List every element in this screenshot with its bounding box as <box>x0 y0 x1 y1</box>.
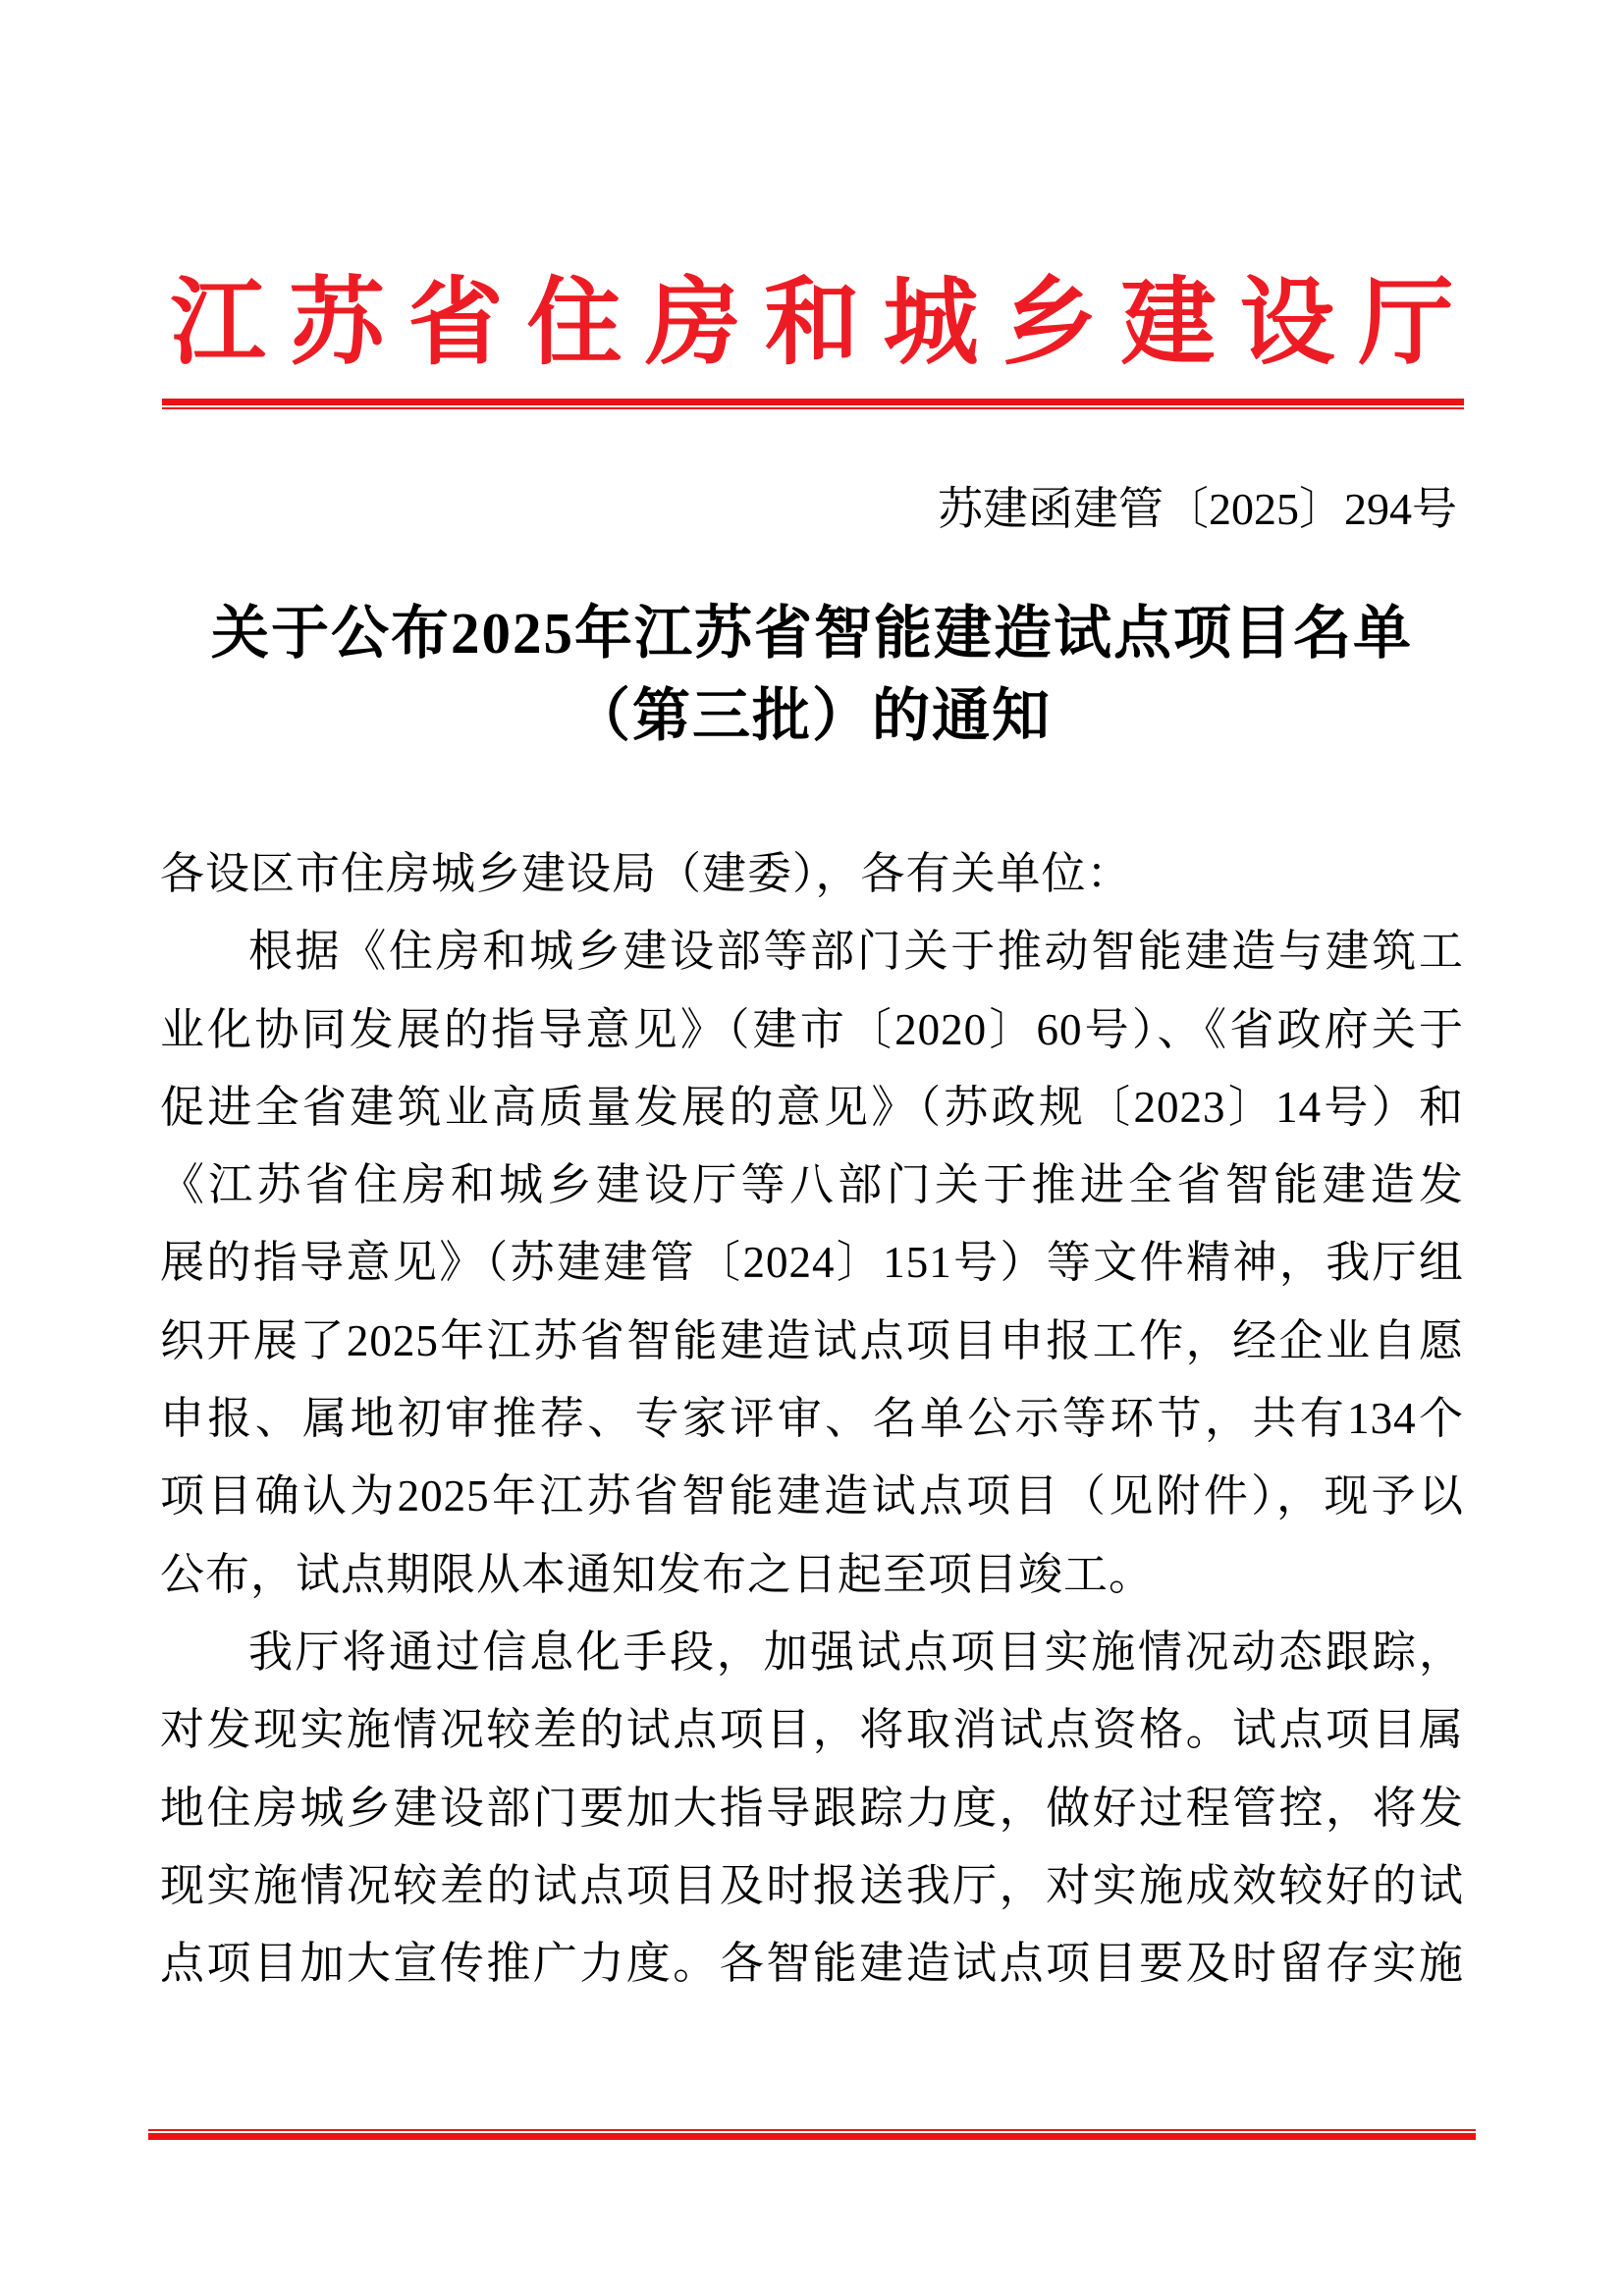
body-line: 促进全省建筑业高质量发展的意见》（苏政规〔2023〕14号）和 <box>160 1082 1464 1132</box>
body-line: 我厅将通过信息化手段，加强试点项目实施情况动态跟踪， <box>248 1627 1464 1677</box>
body-line: 根据《住房和城乡建设部等部门关于推动智能建造与建筑工 <box>248 927 1464 977</box>
document-title <box>0 592 1624 757</box>
footer-red-rule <box>148 2129 1476 2140</box>
body-line-salutation: 各设区市住房城乡建设局（建委），各有关单位： <box>160 849 1132 898</box>
body-line: 对发现实施情况较差的试点项目，将取消试点资格。试点项目属 <box>160 1705 1464 1755</box>
body-line: 地住房城乡建设部门要加大指导跟踪力度，做好过程管控，将发 <box>160 1783 1464 1833</box>
body-line: 申报、属地初审推荐、专家评审、名单公示等环节，共有134个 <box>160 1394 1464 1444</box>
letterhead-red-rule <box>162 399 1464 409</box>
red-rule-thick-bar <box>162 399 1464 405</box>
letterhead-org-name: 江苏省住房和城乡建设厅 <box>170 271 1478 376</box>
document-title-line2: （第三批）的通知 <box>571 683 1052 748</box>
body-line: 展的指导意见》（苏建建管〔2024〕151号）等文件精神，我厅组 <box>160 1238 1464 1288</box>
footer-rule-thick-bar <box>148 2133 1476 2140</box>
body-line: 公布，试点期限从本通知发布之日起至项目竣工。 <box>160 1549 1155 1599</box>
body-line: 业化协同发展的指导意见》（建市〔2020〕60号）、《省政府关于 <box>160 1004 1464 1054</box>
body-line: 点项目加大宣传推广力度。各智能建造试点项目要及时留存实施 <box>160 1939 1464 1989</box>
body-line: 《江苏省住房和城乡建设厅等八部门关于推进全省智能建造发 <box>160 1160 1464 1210</box>
body-line: 织开展了2025年江苏省智能建造试点项目申报工作，经企业自愿 <box>160 1315 1464 1365</box>
document-body <box>160 835 1464 2002</box>
document-reference-number: 苏建函建管〔2025〕294号 <box>938 484 1457 534</box>
body-line: 项目确认为2025年江苏省智能建造试点项目（见附件），现予以 <box>160 1471 1464 1522</box>
body-line: 现实施情况较差的试点项目及时报送我厅，对实施成效较好的试 <box>160 1860 1464 1910</box>
red-rule-thin-line <box>162 407 1464 409</box>
document-title-line1: 关于公布2025年江苏省智能建造试点项目名单 <box>210 601 1413 666</box>
